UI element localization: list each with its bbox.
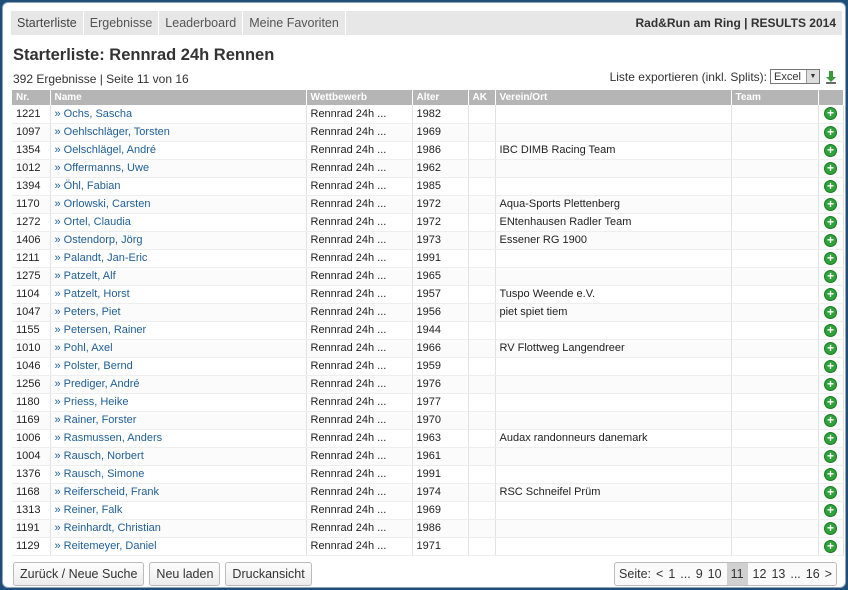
- cell-add: [818, 249, 843, 267]
- pager-page[interactable]: 9: [695, 567, 703, 581]
- add-favorite-icon[interactable]: +: [824, 234, 837, 247]
- table-row: [12, 483, 843, 501]
- add-favorite-icon[interactable]: +: [824, 396, 837, 409]
- cell-team: [731, 411, 818, 429]
- col-wettbewerb[interactable]: Wettbewerb: [306, 90, 412, 105]
- cell-team: [731, 177, 818, 195]
- table-row: [12, 357, 843, 375]
- cell-alter: 1972: [412, 213, 468, 231]
- add-favorite-icon[interactable]: +: [824, 324, 837, 337]
- cell-nr: 1376: [12, 465, 50, 483]
- add-favorite-icon[interactable]: +: [824, 504, 837, 517]
- cell-add: [818, 195, 843, 213]
- cell-name[interactable]: » Patzelt, Horst: [50, 285, 306, 303]
- cell-wb: Rennrad 24h ...: [306, 159, 412, 177]
- cell-wb: Rennrad 24h ...: [306, 339, 412, 357]
- cell-ak: [468, 267, 495, 285]
- col-nr[interactable]: Nr.: [12, 90, 50, 105]
- cell-ak: [468, 393, 495, 411]
- cell-name[interactable]: » Reiferscheid, Frank: [50, 483, 306, 501]
- cell-verein: ENtenhausen Radler Team: [495, 213, 731, 231]
- cell-name[interactable]: » Rainer, Forster: [50, 411, 306, 429]
- add-favorite-icon[interactable]: +: [824, 107, 837, 120]
- cell-wb: Rennrad 24h ...: [306, 303, 412, 321]
- table-row: [12, 393, 843, 411]
- cell-team: [731, 213, 818, 231]
- cell-name[interactable]: » Petersen, Rainer: [50, 321, 306, 339]
- cell-add: [818, 231, 843, 249]
- cell-team: [731, 483, 818, 501]
- pager-label: Seite:: [619, 567, 652, 581]
- cell-alter: 1973: [412, 231, 468, 249]
- cell-verein: Audax randonneurs danemark: [495, 429, 731, 447]
- cell-team: [731, 285, 818, 303]
- cell-add: [818, 483, 843, 501]
- cell-name[interactable]: » Reitemeyer, Daniel: [50, 537, 306, 555]
- cell-verein: [495, 519, 731, 537]
- cell-verein: [495, 177, 731, 195]
- table-row: [12, 159, 843, 177]
- add-favorite-icon[interactable]: +: [824, 180, 837, 193]
- cell-team: [731, 357, 818, 375]
- cell-alter: 1972: [412, 195, 468, 213]
- cell-ak: [468, 375, 495, 393]
- cell-alter: 1971: [412, 537, 468, 555]
- action-buttons: [13, 562, 312, 586]
- export-label: Liste exportieren (inkl. Splits):: [609, 69, 767, 84]
- cell-name[interactable]: » Priess, Heike: [50, 393, 306, 411]
- cell-nr: 1169: [12, 411, 50, 429]
- cell-add: [818, 411, 843, 429]
- cell-ak: [468, 159, 495, 177]
- tab-starterliste[interactable]: Starterliste: [11, 11, 84, 35]
- cell-nr: 1012: [12, 159, 50, 177]
- cell-ak: [468, 321, 495, 339]
- cell-verein: [495, 501, 731, 519]
- cell-add: [818, 375, 843, 393]
- add-favorite-icon[interactable]: +: [824, 216, 837, 229]
- cell-wb: Rennrad 24h ...: [306, 249, 412, 267]
- cell-wb: Rennrad 24h ...: [306, 411, 412, 429]
- table-row: [12, 411, 843, 429]
- cell-nr: 1191: [12, 519, 50, 537]
- cell-team: [731, 105, 818, 123]
- cell-alter: 1965: [412, 267, 468, 285]
- cell-nr: 1129: [12, 537, 50, 555]
- add-favorite-icon[interactable]: +: [824, 540, 837, 553]
- add-favorite-icon[interactable]: +: [824, 288, 837, 301]
- cell-ak: [468, 339, 495, 357]
- cell-team: [731, 159, 818, 177]
- table-row: [12, 141, 843, 159]
- add-favorite-icon[interactable]: +: [824, 378, 837, 391]
- cell-name[interactable]: » Pohl, Axel: [50, 339, 306, 357]
- cell-ak: [468, 483, 495, 501]
- cell-alter: 1986: [412, 141, 468, 159]
- cell-nr: 1406: [12, 231, 50, 249]
- cell-alter: 1966: [412, 339, 468, 357]
- cell-nr: 1010: [12, 339, 50, 357]
- cell-name[interactable]: » Orlowski, Carsten: [50, 195, 306, 213]
- cell-verein: [495, 249, 731, 267]
- cell-name[interactable]: » Ostendorp, Jörg: [50, 231, 306, 249]
- tab-bar: [11, 11, 842, 35]
- cell-team: [731, 375, 818, 393]
- cell-team: [731, 537, 818, 555]
- cell-add: [818, 159, 843, 177]
- export-format-value: Excel: [774, 70, 801, 83]
- cell-wb: Rennrad 24h ...: [306, 321, 412, 339]
- cell-alter: 1982: [412, 105, 468, 123]
- table-row: [12, 303, 843, 321]
- table-row: [12, 429, 843, 447]
- cell-alter: 1959: [412, 357, 468, 375]
- cell-nr: 1047: [12, 303, 50, 321]
- cell-team: [731, 465, 818, 483]
- cell-nr: 1275: [12, 267, 50, 285]
- cell-verein: [495, 375, 731, 393]
- cell-ak: [468, 105, 495, 123]
- table-body: [12, 105, 843, 555]
- cell-verein: [495, 159, 731, 177]
- cell-nr: 1256: [12, 375, 50, 393]
- add-favorite-icon[interactable]: +: [824, 198, 837, 211]
- cell-verein: RV Flottweg Langendreer: [495, 339, 731, 357]
- table-row: [12, 501, 843, 519]
- cell-nr: 1006: [12, 429, 50, 447]
- cell-verein: Essener RG 1900: [495, 231, 731, 249]
- cell-nr: 1211: [12, 249, 50, 267]
- cell-nr: 1180: [12, 393, 50, 411]
- add-favorite-icon[interactable]: +: [824, 306, 837, 319]
- cell-nr: 1272: [12, 213, 50, 231]
- tab-leaderboard[interactable]: Leaderboard: [159, 11, 243, 35]
- cell-ak: [468, 123, 495, 141]
- cell-verein: [495, 447, 731, 465]
- cell-add: [818, 465, 843, 483]
- pager-prev[interactable]: <: [656, 567, 664, 581]
- page-title: Starterliste: Rennrad 24h Rennen: [13, 46, 275, 64]
- tab-ergebnisse[interactable]: Ergebnisse: [84, 11, 160, 35]
- pagination: [614, 562, 837, 586]
- cell-verein: [495, 393, 731, 411]
- cell-add: [818, 447, 843, 465]
- cell-verein: [495, 465, 731, 483]
- cell-alter: 1985: [412, 177, 468, 195]
- table-row: [12, 105, 843, 123]
- cell-team: [731, 429, 818, 447]
- cell-wb: Rennrad 24h ...: [306, 141, 412, 159]
- cell-ak: [468, 303, 495, 321]
- cell-alter: 1956: [412, 303, 468, 321]
- pager-page[interactable]: 10: [707, 567, 722, 581]
- cell-alter: 1962: [412, 159, 468, 177]
- cell-ak: [468, 429, 495, 447]
- cell-add: [818, 123, 843, 141]
- cell-name[interactable]: » Rausch, Simone: [50, 465, 306, 483]
- cell-alter: 1976: [412, 375, 468, 393]
- cell-team: [731, 267, 818, 285]
- cell-wb: Rennrad 24h ...: [306, 501, 412, 519]
- add-favorite-icon[interactable]: +: [824, 486, 837, 499]
- cell-name[interactable]: » Ochs, Sascha: [50, 105, 306, 123]
- main-window: [2, 2, 846, 588]
- cell-ak: [468, 519, 495, 537]
- cell-ak: [468, 195, 495, 213]
- cell-team: [731, 231, 818, 249]
- cell-add: [818, 141, 843, 159]
- cell-name[interactable]: » Rasmussen, Anders: [50, 429, 306, 447]
- cell-name[interactable]: » Palandt, Jan-Eric: [50, 249, 306, 267]
- add-favorite-icon[interactable]: +: [824, 432, 837, 445]
- cell-verein: piet spiet tiem: [495, 303, 731, 321]
- pager-items: [668, 563, 819, 585]
- cell-name[interactable]: » Peters, Piet: [50, 303, 306, 321]
- table-row: [12, 195, 843, 213]
- cell-verein: [495, 321, 731, 339]
- cell-ak: [468, 249, 495, 267]
- cell-alter: 1970: [412, 411, 468, 429]
- cell-name[interactable]: » Patzelt, Alf: [50, 267, 306, 285]
- cell-alter: 1991: [412, 249, 468, 267]
- result-info: 392 Ergebnisse | Seite 11 von 16: [13, 72, 189, 86]
- cell-ak: [468, 411, 495, 429]
- cell-ak: [468, 285, 495, 303]
- table-row: [12, 177, 843, 195]
- add-favorite-icon[interactable]: +: [824, 360, 837, 373]
- cell-verein: [495, 267, 731, 285]
- cell-wb: Rennrad 24h ...: [306, 537, 412, 555]
- cell-add: [818, 393, 843, 411]
- col-verein[interactable]: Verein/Ort: [495, 90, 731, 105]
- chevron-down-icon: ▼: [806, 70, 819, 83]
- cell-ak: [468, 231, 495, 249]
- cell-nr: 1168: [12, 483, 50, 501]
- cell-team: [731, 501, 818, 519]
- col-alter[interactable]: Alter: [412, 90, 468, 105]
- table-row: [12, 519, 843, 537]
- cell-nr: 1046: [12, 357, 50, 375]
- col-favorite: [818, 90, 843, 105]
- table-row: [12, 537, 843, 555]
- cell-add: [818, 339, 843, 357]
- pager-page[interactable]: 1: [668, 567, 676, 581]
- cell-wb: Rennrad 24h ...: [306, 375, 412, 393]
- cell-wb: Rennrad 24h ...: [306, 123, 412, 141]
- cell-wb: Rennrad 24h ...: [306, 213, 412, 231]
- cell-wb: Rennrad 24h ...: [306, 447, 412, 465]
- export-control: [610, 69, 837, 84]
- add-favorite-icon[interactable]: +: [824, 468, 837, 481]
- table-row: [12, 213, 843, 231]
- table-row: [12, 375, 843, 393]
- pager-page[interactable]: 13: [771, 567, 786, 581]
- cell-add: [818, 267, 843, 285]
- col-name[interactable]: Name: [50, 90, 306, 105]
- cell-alter: 1969: [412, 123, 468, 141]
- pager-page[interactable]: 16: [805, 567, 820, 581]
- cell-name[interactable]: » Offermanns, Uwe: [50, 159, 306, 177]
- add-favorite-icon[interactable]: +: [824, 522, 837, 535]
- cell-add: [818, 321, 843, 339]
- cell-ak: [468, 357, 495, 375]
- cell-verein: [495, 105, 731, 123]
- cell-alter: 1944: [412, 321, 468, 339]
- cell-add: [818, 105, 843, 123]
- print-view-button[interactable]: Druckansicht: [225, 562, 311, 586]
- cell-verein: [495, 411, 731, 429]
- table-row: [12, 249, 843, 267]
- cell-alter: 1977: [412, 393, 468, 411]
- pager-page[interactable]: 12: [752, 567, 767, 581]
- cell-nr: 1394: [12, 177, 50, 195]
- add-favorite-icon[interactable]: +: [824, 162, 837, 175]
- cell-ak: [468, 501, 495, 519]
- cell-name[interactable]: » Polster, Bernd: [50, 357, 306, 375]
- add-favorite-icon[interactable]: +: [824, 144, 837, 157]
- cell-wb: Rennrad 24h ...: [306, 231, 412, 249]
- cell-name[interactable]: » Oelschlägel, André: [50, 141, 306, 159]
- cell-wb: Rennrad 24h ...: [306, 429, 412, 447]
- cell-alter: 1963: [412, 429, 468, 447]
- cell-name[interactable]: » Öhl, Fabian: [50, 177, 306, 195]
- table-row: [12, 231, 843, 249]
- reload-button[interactable]: Neu laden: [149, 562, 220, 586]
- cell-verein: [495, 357, 731, 375]
- cell-add: [818, 177, 843, 195]
- cell-verein: IBC DIMB Racing Team: [495, 141, 731, 159]
- cell-nr: 1004: [12, 447, 50, 465]
- cell-alter: 1974: [412, 483, 468, 501]
- cell-alter: 1969: [412, 501, 468, 519]
- cell-verein: RSC Schneifel Prüm: [495, 483, 731, 501]
- cell-wb: Rennrad 24h ...: [306, 285, 412, 303]
- add-favorite-icon[interactable]: +: [824, 414, 837, 427]
- table-row: [12, 123, 843, 141]
- cell-alter: 1957: [412, 285, 468, 303]
- pager-next[interactable]: >: [824, 567, 832, 581]
- cell-team: [731, 141, 818, 159]
- cell-nr: 1221: [12, 105, 50, 123]
- cell-ak: [468, 447, 495, 465]
- cell-team: [731, 123, 818, 141]
- cell-ak: [468, 141, 495, 159]
- cell-team: [731, 519, 818, 537]
- cell-wb: Rennrad 24h ...: [306, 357, 412, 375]
- cell-add: [818, 303, 843, 321]
- table-row: [12, 321, 843, 339]
- cell-ak: [468, 177, 495, 195]
- add-favorite-icon[interactable]: +: [824, 126, 837, 139]
- cell-nr: 1354: [12, 141, 50, 159]
- cell-team: [731, 249, 818, 267]
- pager-ellipsis: ...: [680, 567, 691, 581]
- cell-team: [731, 447, 818, 465]
- cell-wb: Rennrad 24h ...: [306, 393, 412, 411]
- cell-ak: [468, 465, 495, 483]
- cell-name[interactable]: » Oehlschläger, Torsten: [50, 123, 306, 141]
- cell-add: [818, 429, 843, 447]
- cell-alter: 1986: [412, 519, 468, 537]
- cell-verein: [495, 537, 731, 555]
- export-format-select[interactable]: [770, 69, 820, 84]
- starter-table: [12, 90, 844, 556]
- brand-title: Rad&Run am Ring | RESULTS 2014: [635, 16, 836, 30]
- cell-name[interactable]: » Reiner, Falk: [50, 501, 306, 519]
- cell-wb: Rennrad 24h ...: [306, 177, 412, 195]
- cell-team: [731, 393, 818, 411]
- cell-name[interactable]: » Ortel, Claudia: [50, 213, 306, 231]
- add-favorite-icon[interactable]: +: [824, 342, 837, 355]
- cell-team: [731, 195, 818, 213]
- table-row: [12, 465, 843, 483]
- cell-ak: [468, 537, 495, 555]
- cell-team: [731, 321, 818, 339]
- pager-page[interactable]: 11: [727, 563, 748, 585]
- cell-nr: 1313: [12, 501, 50, 519]
- cell-team: [731, 303, 818, 321]
- table-row: [12, 447, 843, 465]
- download-icon[interactable]: [825, 70, 837, 84]
- col-ak[interactable]: AK: [468, 90, 495, 105]
- cell-wb: Rennrad 24h ...: [306, 483, 412, 501]
- cell-nr: 1170: [12, 195, 50, 213]
- cell-ak: [468, 213, 495, 231]
- add-favorite-icon[interactable]: +: [824, 450, 837, 463]
- cell-wb: Rennrad 24h ...: [306, 465, 412, 483]
- add-favorite-icon[interactable]: +: [824, 270, 837, 283]
- cell-add: [818, 285, 843, 303]
- cell-team: [731, 339, 818, 357]
- tab-meine-favoriten[interactable]: Meine Favoriten: [243, 11, 346, 35]
- table-row: [12, 285, 843, 303]
- cell-add: [818, 357, 843, 375]
- cell-name[interactable]: » Rausch, Norbert: [50, 447, 306, 465]
- cell-name[interactable]: » Prediger, André: [50, 375, 306, 393]
- cell-wb: Rennrad 24h ...: [306, 195, 412, 213]
- cell-verein: Aqua-Sports Plettenberg: [495, 195, 731, 213]
- pager-ellipsis: ...: [790, 567, 801, 581]
- cell-add: [818, 213, 843, 231]
- cell-add: [818, 537, 843, 555]
- col-team[interactable]: Team: [731, 90, 818, 105]
- cell-add: [818, 519, 843, 537]
- back-new-search-button[interactable]: Zurück / Neue Suche: [13, 562, 144, 586]
- cell-alter: 1961: [412, 447, 468, 465]
- cell-alter: 1991: [412, 465, 468, 483]
- table-row: [12, 267, 843, 285]
- table-header: [12, 90, 843, 105]
- cell-wb: Rennrad 24h ...: [306, 105, 412, 123]
- cell-wb: Rennrad 24h ...: [306, 519, 412, 537]
- cell-add: [818, 501, 843, 519]
- cell-wb: Rennrad 24h ...: [306, 267, 412, 285]
- add-favorite-icon[interactable]: +: [824, 252, 837, 265]
- table-row: [12, 339, 843, 357]
- cell-verein: Tuspo Weende e.V.: [495, 285, 731, 303]
- cell-nr: 1155: [12, 321, 50, 339]
- cell-nr: 1097: [12, 123, 50, 141]
- cell-verein: [495, 123, 731, 141]
- cell-name[interactable]: » Reinhardt, Christian: [50, 519, 306, 537]
- cell-nr: 1104: [12, 285, 50, 303]
